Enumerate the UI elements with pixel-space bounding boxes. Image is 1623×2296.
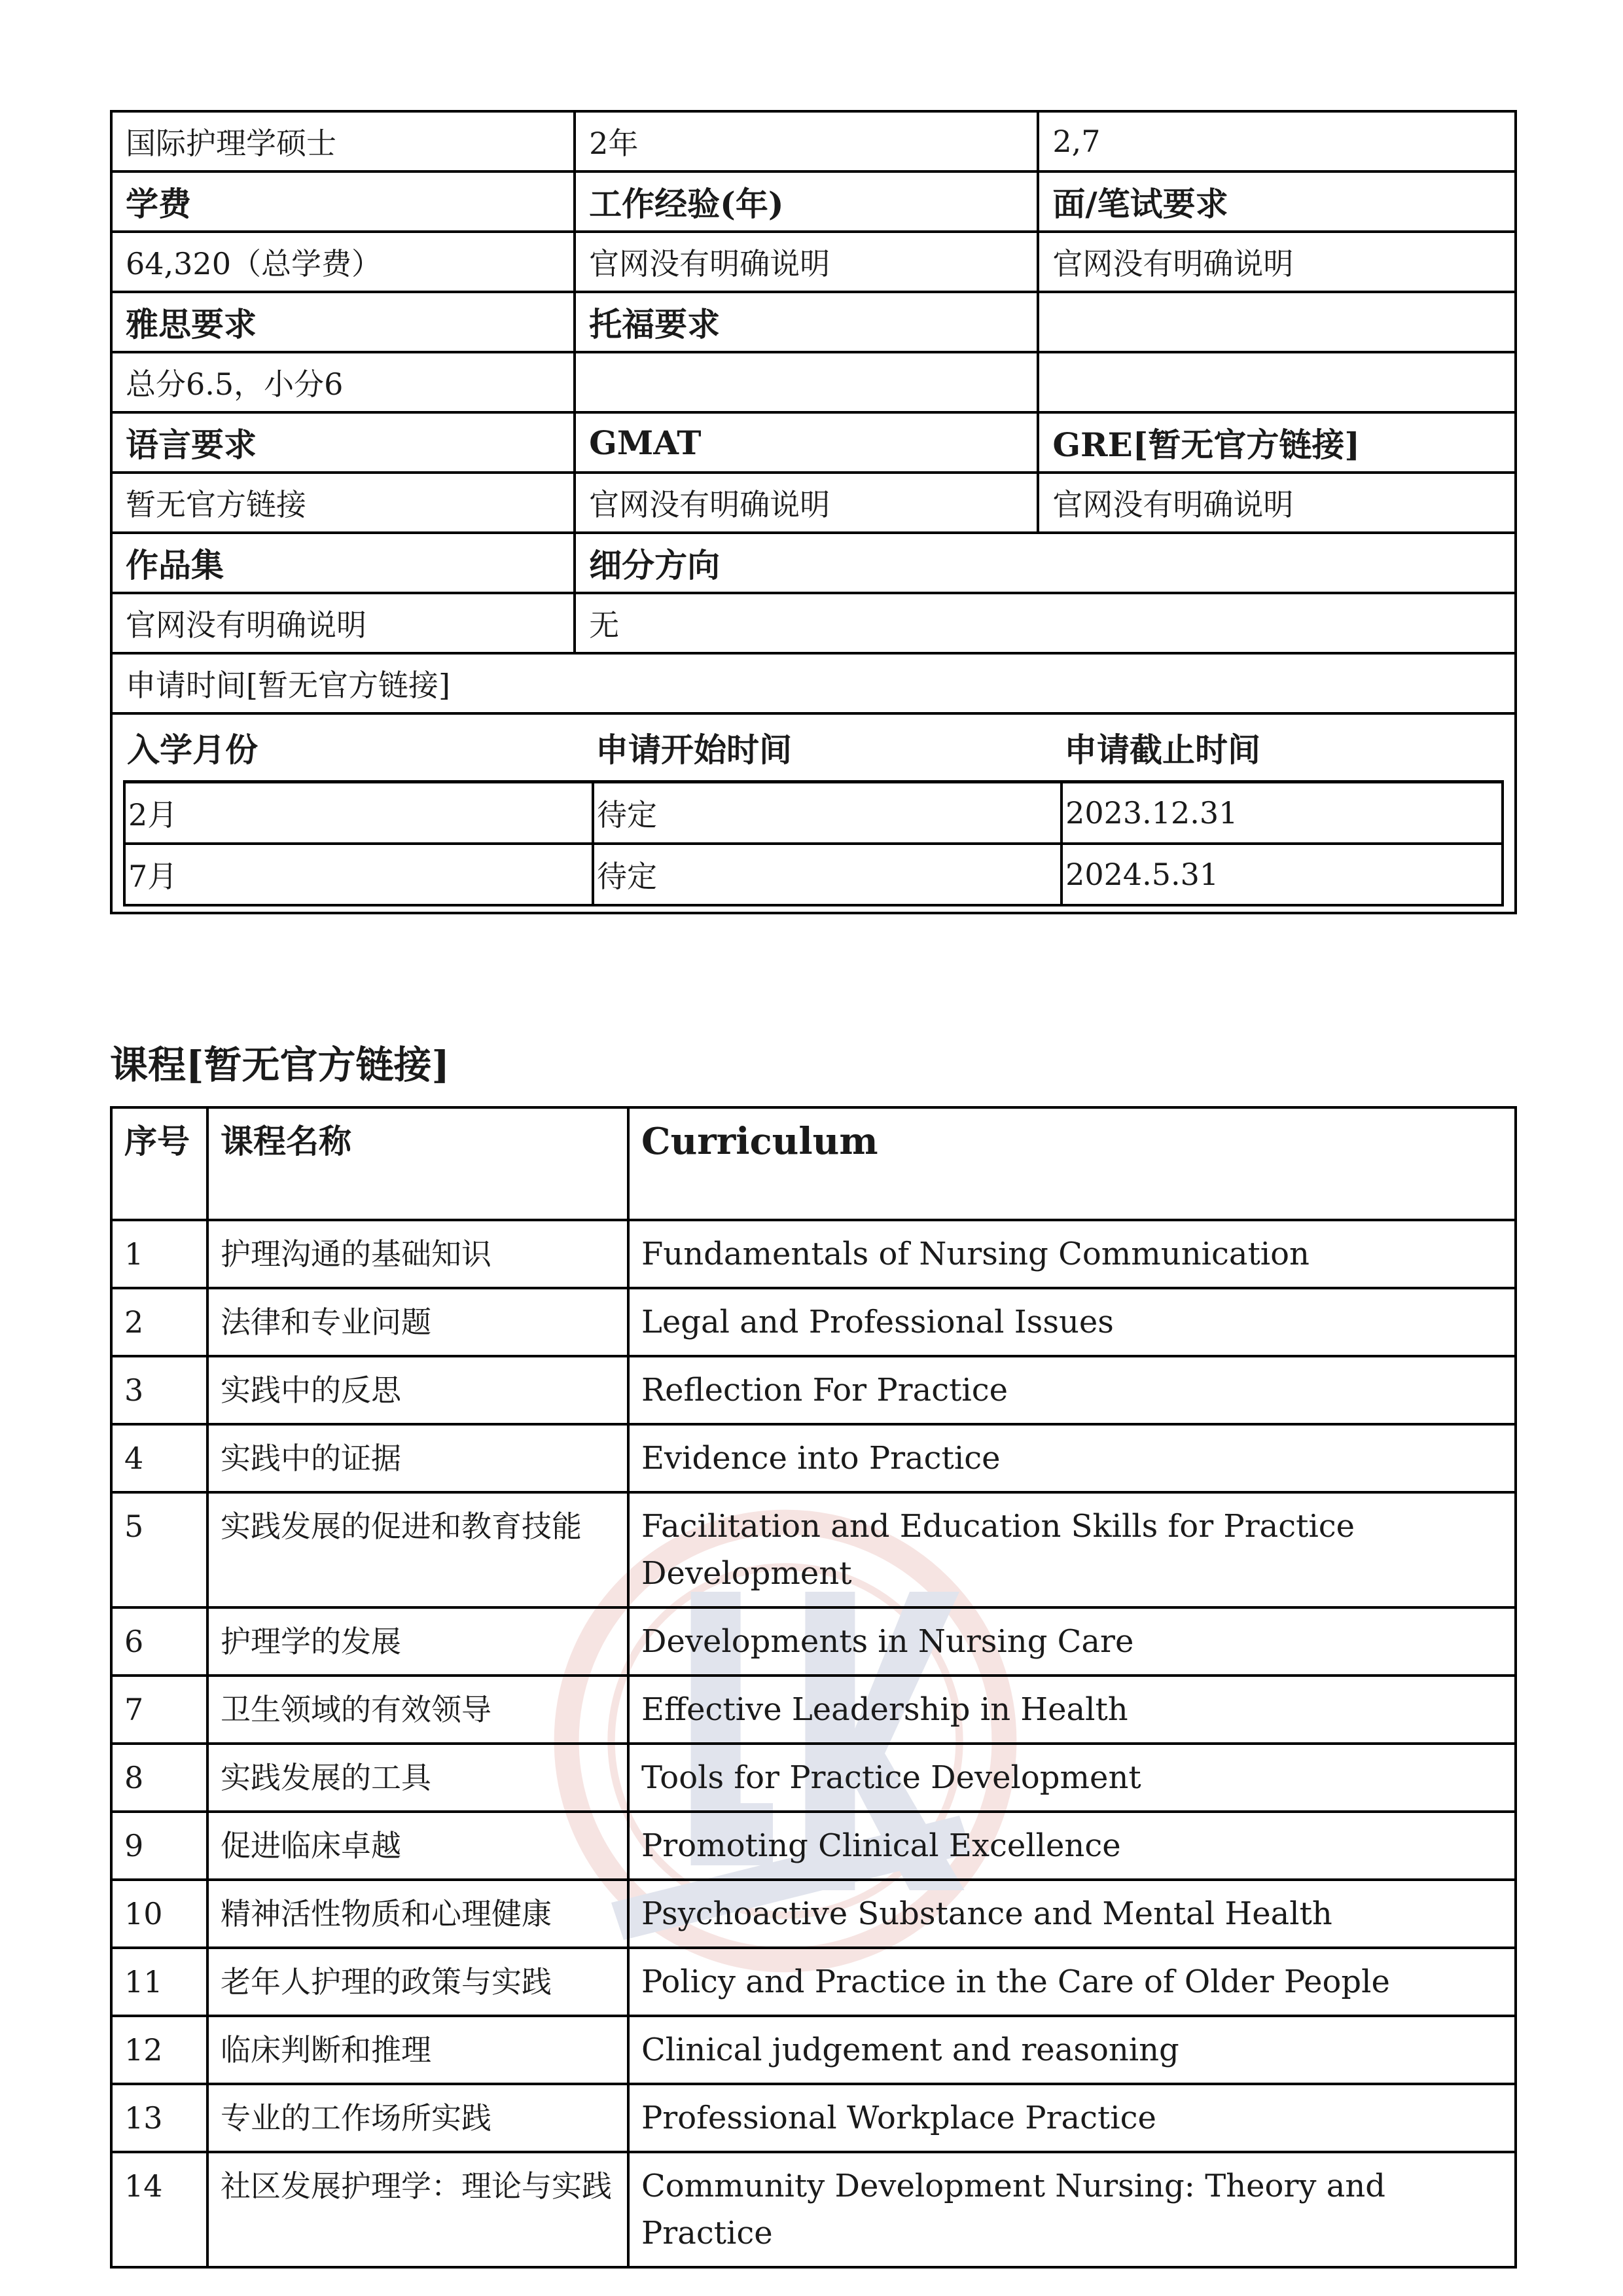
empty-cell	[1038, 352, 1516, 412]
course-name-en: Promoting Clinical Excellence	[628, 1812, 1516, 1880]
course-index: 14	[111, 2152, 207, 2267]
interview-value: 官网没有明确说明	[1038, 232, 1516, 292]
info-row-tuition-values	[111, 232, 1516, 292]
course-name-cn: 法律和专业问题	[207, 1288, 628, 1356]
language-value: 暂无官方链接	[111, 473, 575, 533]
course-index: 8	[111, 1744, 207, 1812]
course-row	[111, 1356, 1516, 1424]
specialization-value: 无	[575, 593, 1516, 653]
course-name-cn: 护理学的发展	[207, 1607, 628, 1676]
course-index: 13	[111, 2084, 207, 2152]
tuition-label: 学费	[111, 171, 575, 232]
course-row	[111, 1948, 1516, 2016]
course-index: 5	[111, 1492, 207, 1607]
course-row	[111, 1220, 1516, 1288]
info-row-portfolio-values	[111, 593, 1516, 653]
info-row-program	[111, 111, 1516, 171]
intake-row	[124, 844, 1503, 905]
course-name-cn: 实践中的反思	[207, 1356, 628, 1424]
portfolio-label: 作品集	[111, 533, 575, 593]
specialization-label: 细分方向	[575, 533, 1516, 593]
interview-label: 面/笔试要求	[1038, 171, 1516, 232]
course-name-cn: 促进临床卓越	[207, 1812, 628, 1880]
intake-month: 2月	[124, 782, 593, 844]
course-row	[111, 2084, 1516, 2152]
gre-label: GRE[暂无官方链接]	[1038, 412, 1516, 473]
intake-month-header: 入学月份	[124, 715, 593, 782]
course-name-en: Facilitation and Education Skills for Practice Development	[628, 1492, 1516, 1607]
course-table	[110, 1106, 1517, 2269]
gmat-label: GMAT	[575, 412, 1038, 473]
portfolio-value: 官网没有明确说明	[111, 593, 575, 653]
ielts-label: 雅思要求	[111, 292, 575, 352]
intake-table	[123, 715, 1504, 906]
course-row	[111, 2152, 1516, 2267]
course-name-cn: 护理沟通的基础知识	[207, 1220, 628, 1288]
info-row-language-values	[111, 473, 1516, 533]
application-start: 待定	[593, 844, 1061, 905]
course-name-cn: 实践发展的工具	[207, 1744, 628, 1812]
course-name-cn: 老年人护理的政策与实践	[207, 1948, 628, 2016]
intake-container	[111, 713, 1516, 913]
tuition-value: 64,320（总学费）	[111, 232, 575, 292]
course-index: 12	[111, 2016, 207, 2084]
course-name-en: Evidence into Practice	[628, 1424, 1516, 1492]
course-row	[111, 1492, 1516, 1607]
program-intake-months: 2,7	[1038, 111, 1516, 171]
course-name-cn: 卫生领域的有效领导	[207, 1676, 628, 1744]
course-name-en: Reflection For Practice	[628, 1356, 1516, 1424]
course-row	[111, 1288, 1516, 1356]
course-row	[111, 1812, 1516, 1880]
course-name-cn: 精神活性物质和心理健康	[207, 1880, 628, 1948]
course-row	[111, 1424, 1516, 1492]
course-name-en: Effective Leadership in Health	[628, 1676, 1516, 1744]
info-row-language-labels	[111, 412, 1516, 473]
course-name-cn: 社区发展护理学：理论与实践	[207, 2152, 628, 2267]
course-row	[111, 1676, 1516, 1744]
program-duration: 2年	[575, 111, 1038, 171]
toefl-value	[575, 352, 1038, 412]
course-index: 2	[111, 1288, 207, 1356]
course-name-en: Professional Workplace Practice	[628, 2084, 1516, 2152]
course-row	[111, 1744, 1516, 1812]
course-name-cn: 实践发展的促进和教育技能	[207, 1492, 628, 1607]
info-row-test-values	[111, 352, 1516, 412]
intake-row	[124, 782, 1503, 844]
course-index: 1	[111, 1220, 207, 1288]
course-name-en: Tools for Practice Development	[628, 1744, 1516, 1812]
course-name-en: Community Development Nursing: Theory and Practice	[628, 2152, 1516, 2267]
course-name-en: Legal and Professional Issues	[628, 1288, 1516, 1356]
info-row-portfolio-labels	[111, 533, 1516, 593]
empty-cell	[1038, 292, 1516, 352]
course-index: 7	[111, 1676, 207, 1744]
course-row	[111, 2016, 1516, 2084]
application-time-label: 申请时间[暂无官方链接]	[111, 653, 1516, 713]
program-name: 国际护理学硕士	[111, 111, 575, 171]
info-row-tuition-labels	[111, 171, 1516, 232]
course-name-cn: 专业的工作场所实践	[207, 2084, 628, 2152]
curriculum-header: Curriculum	[628, 1107, 1516, 1220]
course-name-en: Psychoactive Substance and Mental Health	[628, 1880, 1516, 1948]
course-row	[111, 1880, 1516, 1948]
course-row	[111, 1607, 1516, 1676]
language-label: 语言要求	[111, 412, 575, 473]
ielts-value: 总分6.5，小分6	[111, 352, 575, 412]
course-header-row	[111, 1107, 1516, 1220]
application-deadline: 2024.5.31	[1061, 844, 1503, 905]
application-start: 待定	[593, 782, 1061, 844]
application-deadline-header: 申请截止时间	[1061, 715, 1503, 782]
gmat-value: 官网没有明确说明	[575, 473, 1038, 533]
work-experience-value: 官网没有明确说明	[575, 232, 1038, 292]
course-name-en: Fundamentals of Nursing Communication	[628, 1220, 1516, 1288]
course-index: 6	[111, 1607, 207, 1676]
info-row-intake-table	[111, 713, 1516, 913]
courses-section-title: 课程[暂无官方链接]	[110, 1043, 450, 1087]
work-experience-label: 工作经验(年)	[575, 171, 1038, 232]
index-header: 序号	[111, 1107, 207, 1220]
course-index: 10	[111, 1880, 207, 1948]
course-name-en: Policy and Practice in the Care of Older People	[628, 1948, 1516, 2016]
info-row-test-labels	[111, 292, 1516, 352]
program-info-table	[110, 110, 1517, 914]
course-name-header: 课程名称	[207, 1107, 628, 1220]
course-index: 3	[111, 1356, 207, 1424]
application-start-header: 申请开始时间	[593, 715, 1061, 782]
course-index: 11	[111, 1948, 207, 2016]
course-index: 4	[111, 1424, 207, 1492]
course-name-cn: 实践中的证据	[207, 1424, 628, 1492]
course-name-en: Developments in Nursing Care	[628, 1607, 1516, 1676]
info-row-application-time	[111, 653, 1516, 713]
gre-value: 官网没有明确说明	[1038, 473, 1516, 533]
application-deadline: 2023.12.31	[1061, 782, 1503, 844]
toefl-label: 托福要求	[575, 292, 1038, 352]
intake-header-row	[124, 715, 1503, 782]
course-name-cn: 临床判断和推理	[207, 2016, 628, 2084]
intake-month: 7月	[124, 844, 593, 905]
course-name-en: Clinical judgement and reasoning	[628, 2016, 1516, 2084]
course-index: 9	[111, 1812, 207, 1880]
